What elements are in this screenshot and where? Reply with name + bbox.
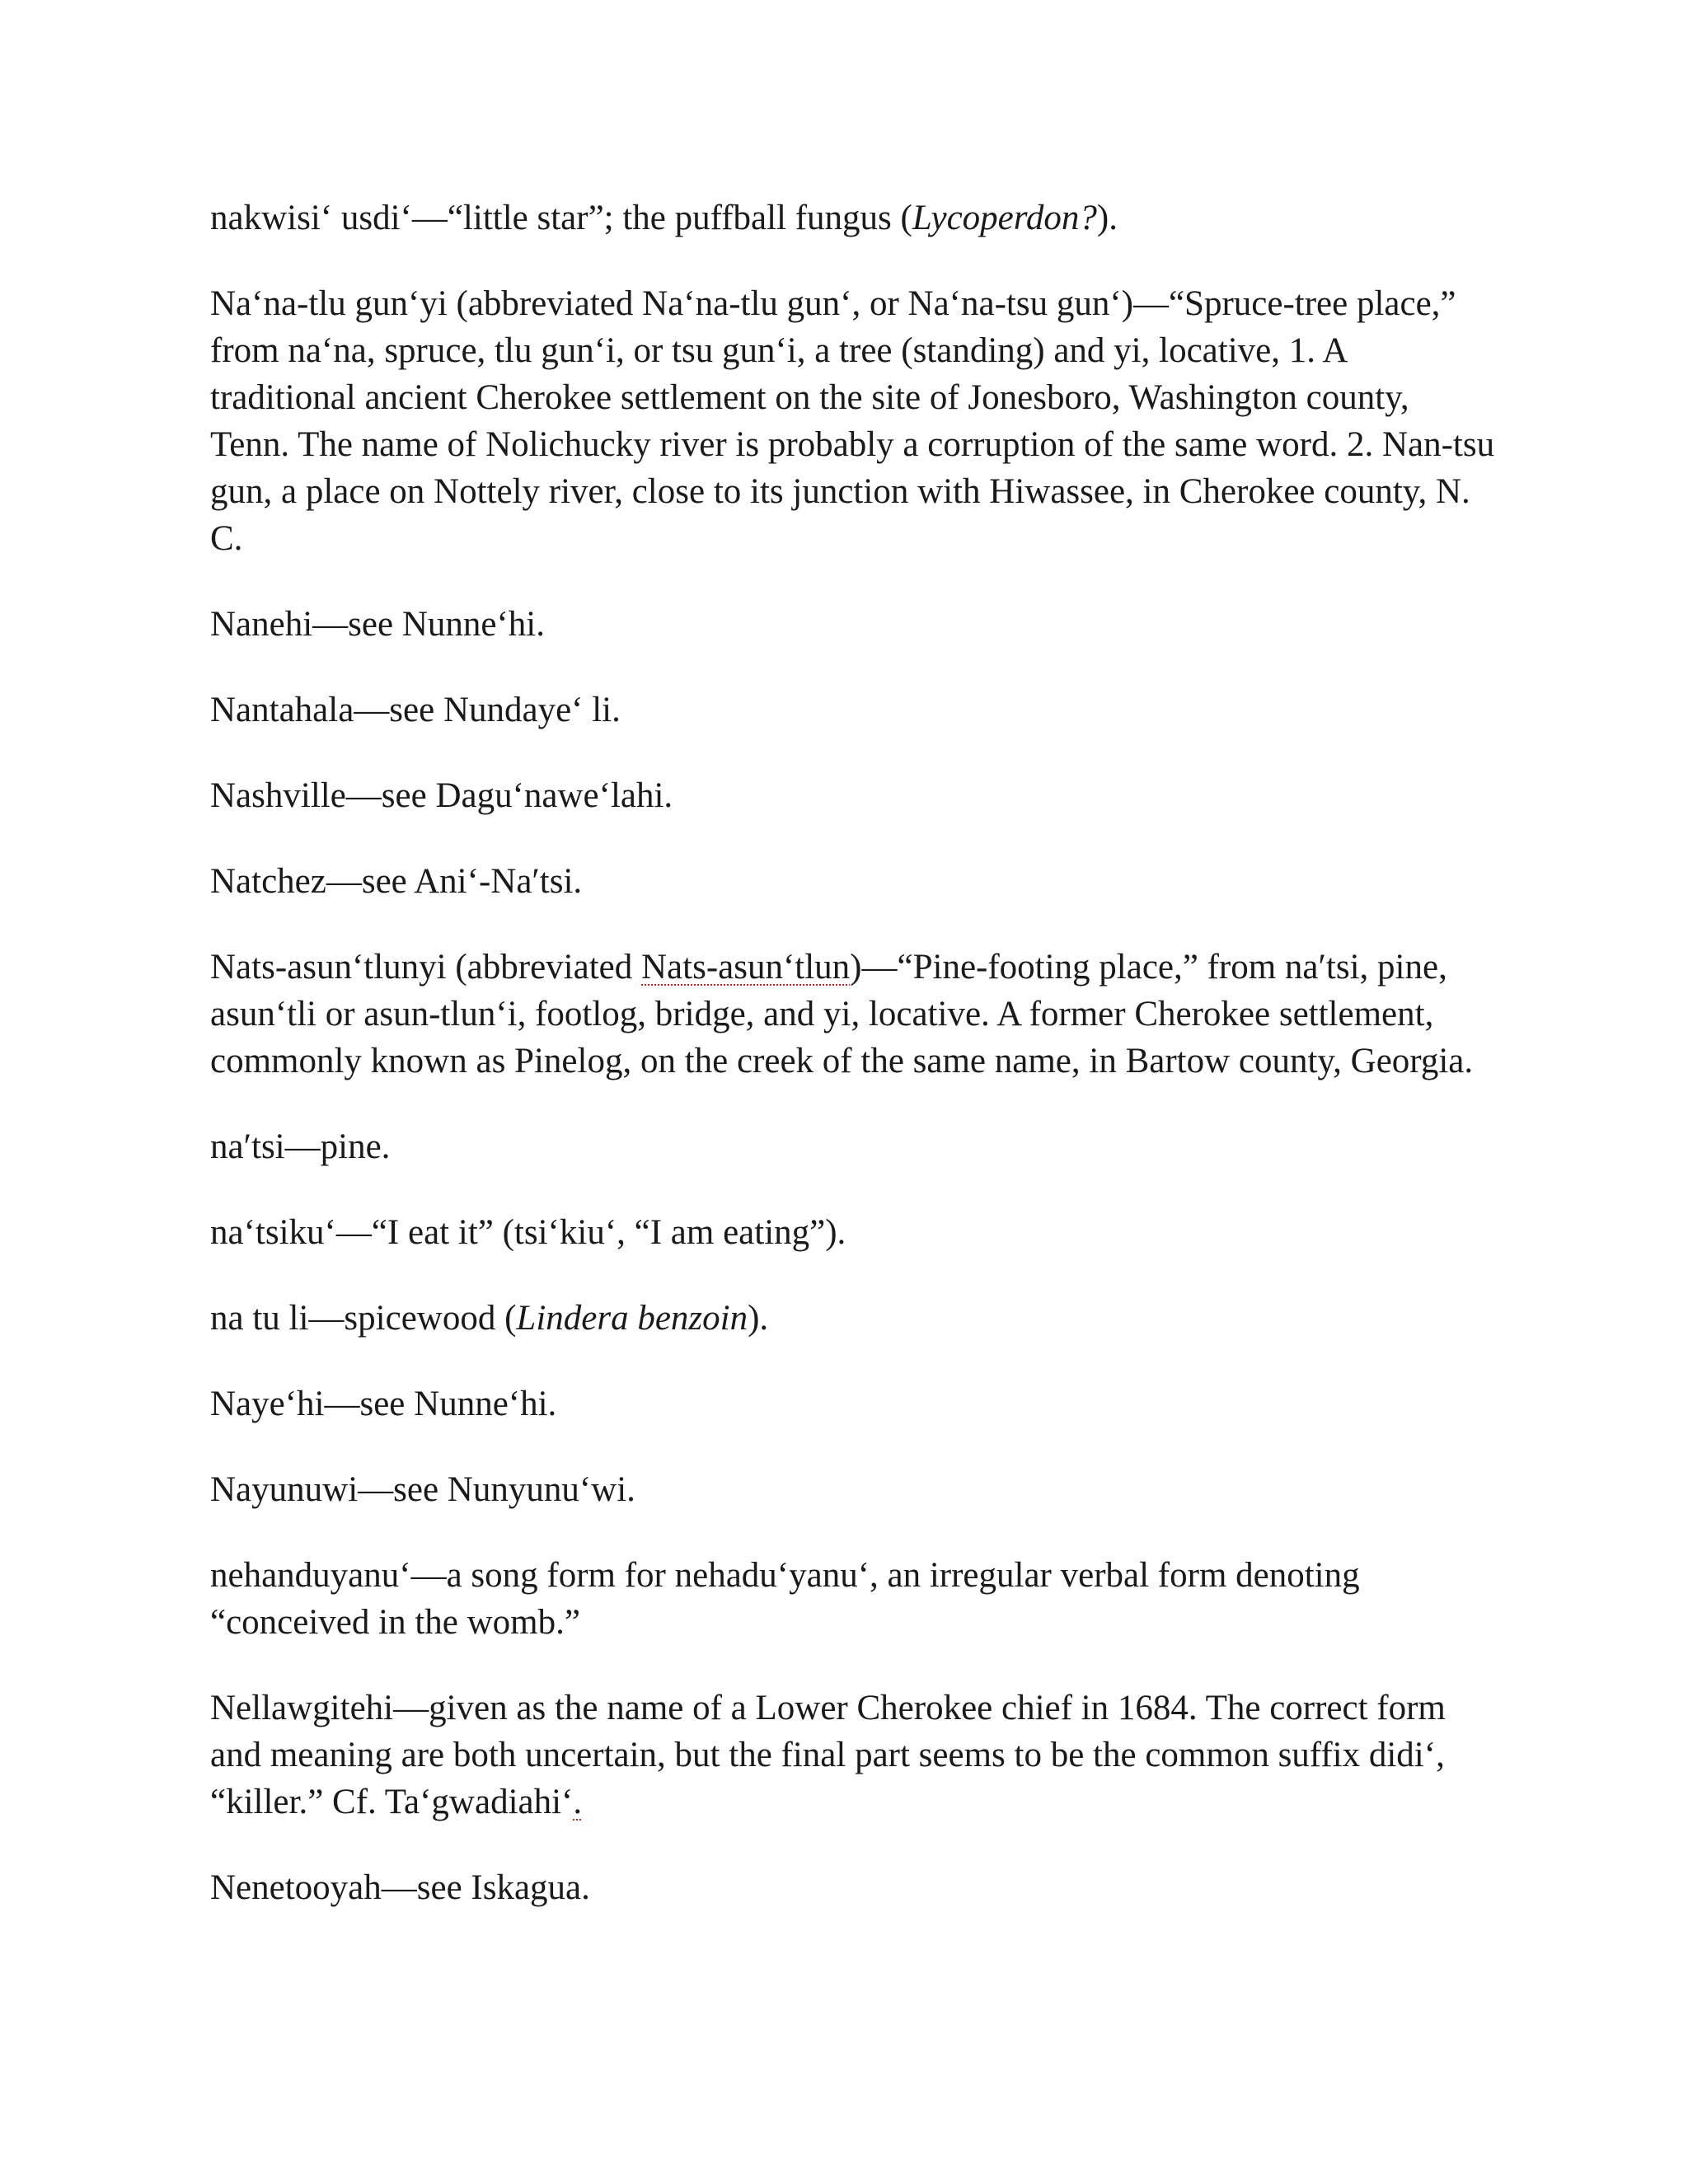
spellcheck-flagged-text: . <box>573 1783 583 1821</box>
entry-text: )—“Pine-footing place,” from na′tsi, pine, asun‘tli or asun-tlun‘i, footlog, bridge, and yi, locative. A former Cherokee settlement, commonly known as Pinelog, on the creek of the same name, in Bartow county, Georgia. <box>210 948 1474 1080</box>
glossary-entry-nayunuwi <box>210 1466 1496 1513</box>
entry-text: Naye‘hi—see Nunne‘hi. <box>210 1385 557 1423</box>
glossary-entry-nayehi <box>210 1380 1496 1427</box>
entry-text: ). <box>748 1299 769 1338</box>
glossary-entry-nanatlu <box>210 280 1496 562</box>
glossary-entry-natsasuntlunyi <box>210 944 1496 1085</box>
entry-text: Nenetooyah—see Iskagua. <box>210 1868 590 1907</box>
glossary-entry-nanehi <box>210 601 1496 648</box>
italic-term: Lindera benzoin <box>516 1299 748 1338</box>
glossary-entry-nenetooyah <box>210 1864 1496 1911</box>
glossary-entry-natuli <box>210 1295 1496 1342</box>
glossary-entry-nellawgitehi <box>210 1685 1496 1825</box>
italic-term: Lycoperdon? <box>912 199 1097 237</box>
spellcheck-flagged-text: Nats-asun‘tlun <box>641 948 851 987</box>
entry-text: na tu li—spicewood ( <box>210 1299 517 1338</box>
entry-text: nehanduyanu‘—a song form for nehadu‘yanu‘, an irregular verbal form denoting “conceived in the womb.” <box>210 1556 1360 1642</box>
glossary-entry-natchez <box>210 858 1496 905</box>
entry-text: ). <box>1096 199 1118 237</box>
entry-text: Natchez—see Ani‘-Na′tsi. <box>210 862 583 901</box>
entry-text: Nellawgitehi—given as the name of a Lower Cherokee chief in 1684. The correct form and meaning are both uncertain, but the final part seems to be the common suffix didi‘, “killer.” Cf. Ta‘gwadiahi‘ <box>210 1689 1446 1821</box>
entry-text: nakwisi‘ usdi‘—“little star”; the puffball fungus ( <box>210 199 912 237</box>
entry-text: Nats-asun‘tlunyi (abbreviated <box>210 948 641 987</box>
glossary-entry-nehanduyanu <box>210 1552 1496 1646</box>
entry-text: na‘tsiku‘—“I eat it” (tsi‘kiu‘, “I am eating”). <box>210 1213 846 1252</box>
entry-text: Na‘na-tlu gun‘yi (abbreviated Na‘na-tlu gun‘, or Na‘na-tsu gun‘)—“Spruce-tree place,” from na‘na, spruce, tlu gun‘i, or tsu gun‘i, a tree (standing) and yi, locative, 1. A traditional ancient Cherokee settlement on the site of Jonesboro, Washington county, Tenn. The name of Nolichucky river is probably a corruption of the same word. 2. Nan-tsu gun, a place on Nottely river, close to its junction with Hiwassee, in Cherokee county, N. C. <box>210 284 1495 558</box>
entry-text: Nanehi—see Nunne‘hi. <box>210 605 545 644</box>
glossary-entry-nakwisi <box>210 194 1496 241</box>
glossary-entry-nantahala <box>210 687 1496 733</box>
entry-text: Nayunuwi—see Nunyunu‘wi. <box>210 1470 635 1509</box>
glossary-entry-natsi <box>210 1123 1496 1170</box>
entry-text: Nantahala—see Nundaye‘ li. <box>210 691 621 729</box>
glossary-entries <box>210 194 1496 1911</box>
entry-text: na′tsi—pine. <box>210 1127 391 1166</box>
glossary-entry-natsiku <box>210 1209 1496 1256</box>
entry-text: Nashville—see Dagu‘nawe‘lahi. <box>210 776 673 815</box>
glossary-entry-nashville <box>210 772 1496 819</box>
